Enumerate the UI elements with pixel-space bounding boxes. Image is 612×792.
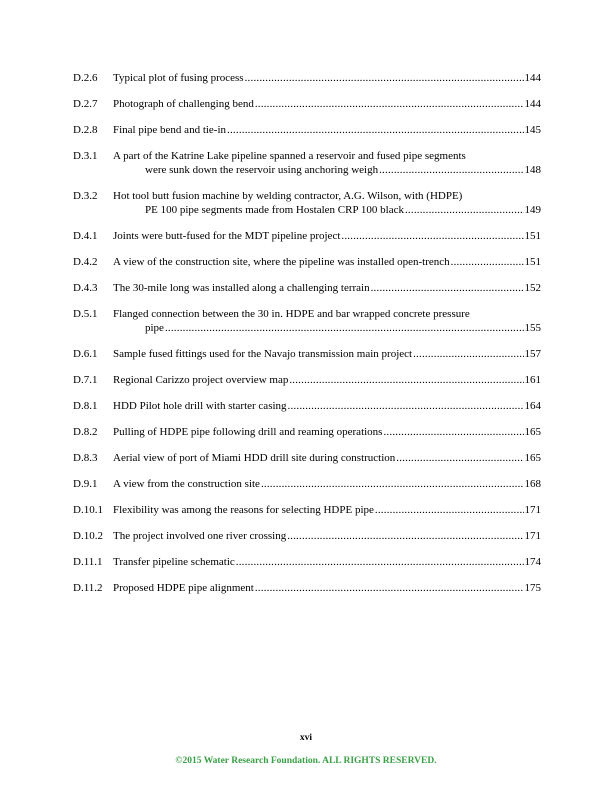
toc-entry[interactable] <box>73 71 541 85</box>
page-ref: 144 <box>524 98 541 110</box>
dot-leader <box>379 163 523 177</box>
toc-entry-body <box>113 71 541 85</box>
toc-entry-line <box>113 71 541 85</box>
toc-entry-body <box>113 373 541 387</box>
toc-entry-body <box>113 347 541 361</box>
page-ref: 161 <box>524 374 541 386</box>
toc-entry-line <box>113 555 541 569</box>
figure-number: D.4.2 <box>73 256 98 268</box>
toc-entry-body <box>113 229 541 243</box>
figure-number: D.7.1 <box>73 374 98 386</box>
figure-caption: Hot tool butt fusion machine by welding contractor, A.G. Wilson, with (HDPE) <box>113 190 463 202</box>
toc-entry-line <box>113 281 541 295</box>
toc-entry-line <box>113 399 541 413</box>
figure-number: D.10.2 <box>73 530 103 542</box>
toc-entry[interactable] <box>73 373 541 387</box>
figure-caption: A part of the Katrine Lake pipeline spanned a reservoir and fused pipe segments <box>113 150 466 162</box>
toc-entry-line <box>113 163 541 177</box>
toc-entry-line <box>113 529 541 543</box>
toc-entry-line <box>113 123 541 137</box>
figure-number: D.8.3 <box>73 452 98 464</box>
toc-entry[interactable] <box>73 97 541 111</box>
figure-number: D.11.1 <box>73 556 103 568</box>
dot-leader <box>396 451 523 465</box>
toc-entry[interactable] <box>73 123 541 137</box>
toc-entry[interactable] <box>73 281 541 295</box>
dot-leader <box>288 399 524 413</box>
toc-entry[interactable] <box>73 503 541 517</box>
page-ref: 168 <box>524 478 541 490</box>
figure-number: D.4.1 <box>73 230 98 242</box>
copyright-notice: ©2015 Water Research Foundation. ALL RIGHTS RESERVED. <box>175 756 437 766</box>
toc-entry-body <box>113 529 541 543</box>
figure-number: D.3.2 <box>73 190 98 202</box>
dot-leader <box>405 203 524 217</box>
page-ref: 171 <box>524 530 541 542</box>
figure-caption: Sample fused fittings used for the Navajo transmission main project <box>113 348 413 360</box>
figure-number: D.5.1 <box>73 308 98 320</box>
page-ref: 165 <box>524 426 541 438</box>
toc-entry-body <box>113 399 541 413</box>
page-ref: 164 <box>524 400 541 412</box>
figure-caption: Regional Carizzo project overview map <box>113 374 289 386</box>
figure-number: D.10.1 <box>73 504 103 516</box>
figure-caption: A view from the construction site <box>113 478 260 490</box>
toc-entry[interactable] <box>73 149 541 177</box>
figure-number: D.8.1 <box>73 400 98 412</box>
dot-leader <box>165 321 524 335</box>
figure-caption: Joints were butt-fused for the MDT pipeline project <box>113 230 341 242</box>
toc-entry-line <box>113 189 541 203</box>
toc-entry[interactable] <box>73 529 541 543</box>
figure-caption: Transfer pipeline schematic <box>113 556 235 568</box>
toc-entry[interactable] <box>73 347 541 361</box>
figure-number: D.2.6 <box>73 72 98 84</box>
page-ref: 157 <box>524 348 541 360</box>
toc-entry[interactable] <box>73 229 541 243</box>
toc-entry-line <box>113 503 541 517</box>
figure-number: D.6.1 <box>73 348 98 360</box>
dot-leader <box>287 529 523 543</box>
toc-entry[interactable] <box>73 189 541 217</box>
figure-caption: A view of the construction site, where the pipeline was installed open-trench <box>113 256 450 268</box>
dot-leader <box>341 229 523 243</box>
figure-number: D.9.1 <box>73 478 98 490</box>
figure-caption: were sunk down the reservoir using anchoring weigh <box>145 164 379 176</box>
dot-leader <box>261 477 524 491</box>
toc-entry-body <box>113 477 541 491</box>
figure-number: D.2.8 <box>73 124 98 136</box>
dot-leader <box>255 581 524 595</box>
figure-number: D.4.3 <box>73 282 98 294</box>
page-ref: 151 <box>524 256 541 268</box>
page-ref: 165 <box>524 452 541 464</box>
toc-entry-body <box>113 149 541 177</box>
toc-entry-line <box>113 451 541 465</box>
figure-number: D.3.1 <box>73 150 98 162</box>
list-of-figures <box>73 71 541 607</box>
figure-caption: Flexibility was among the reasons for selecting HDPE pipe <box>113 504 374 516</box>
figure-caption: Proposed HDPE pipe alignment <box>113 582 254 594</box>
page-ref: 152 <box>524 282 541 294</box>
toc-entry[interactable] <box>73 451 541 465</box>
figure-caption: Pulling of HDPE pipe following drill and reaming operations <box>113 426 383 438</box>
page-ref: 155 <box>524 322 541 334</box>
page-ref: 145 <box>524 124 541 136</box>
page-number: xvi <box>299 733 313 743</box>
figure-number: D.2.7 <box>73 98 98 110</box>
dot-leader <box>451 255 524 269</box>
toc-entry[interactable] <box>73 425 541 439</box>
figure-caption: PE 100 pipe segments made from Hostalen CRP 100 black <box>145 204 404 216</box>
figure-number: D.8.2 <box>73 426 98 438</box>
toc-entry-line <box>113 347 541 361</box>
figure-number: D.11.2 <box>73 582 103 594</box>
toc-entry-line <box>113 255 541 269</box>
toc-entry-line <box>113 581 541 595</box>
page-ref: 151 <box>524 230 541 242</box>
dot-leader <box>236 555 524 569</box>
toc-entry-body <box>113 503 541 517</box>
page-ref: 148 <box>524 164 541 176</box>
toc-entry-body <box>113 581 541 595</box>
toc-entry-line <box>113 229 541 243</box>
toc-entry[interactable] <box>73 581 541 595</box>
page-ref: 171 <box>524 504 541 516</box>
toc-entry[interactable] <box>73 307 541 335</box>
toc-entry-body <box>113 123 541 137</box>
toc-entry-body <box>113 281 541 295</box>
dot-leader <box>227 123 523 137</box>
page-ref: 149 <box>524 204 541 216</box>
figure-caption: Typical plot of fusing process <box>113 72 244 84</box>
toc-entry[interactable] <box>73 555 541 569</box>
toc-entry[interactable] <box>73 477 541 491</box>
page-ref: 144 <box>524 72 541 84</box>
figure-caption: pipe <box>145 322 164 334</box>
toc-entry-line <box>113 373 541 387</box>
dot-leader <box>413 347 523 361</box>
figure-caption: The project involved one river crossing <box>113 530 287 542</box>
toc-entry-line <box>113 477 541 491</box>
figure-caption: Final pipe bend and tie-in <box>113 124 227 136</box>
toc-entry[interactable] <box>73 399 541 413</box>
toc-entry-body <box>113 425 541 439</box>
dot-leader <box>289 373 523 387</box>
toc-entry-line <box>113 321 541 335</box>
figure-caption: HDD Pilot hole drill with starter casing <box>113 400 287 412</box>
toc-entry-body <box>113 255 541 269</box>
figure-caption: The 30-mile long was installed along a challenging terrain <box>113 282 370 294</box>
toc-entry-body <box>113 451 541 465</box>
toc-entry-line <box>113 97 541 111</box>
toc-entry-line <box>113 425 541 439</box>
figure-caption: Photograph of challenging bend <box>113 98 254 110</box>
toc-entry-line <box>113 307 541 321</box>
toc-entry[interactable] <box>73 255 541 269</box>
toc-entry-body <box>113 97 541 111</box>
dot-leader <box>245 71 524 85</box>
dot-leader <box>255 97 524 111</box>
toc-entry-body <box>113 307 541 335</box>
dot-leader <box>371 281 524 295</box>
toc-entry-line <box>113 149 541 163</box>
figure-caption: Flanged connection between the 30 in. HDPE and bar wrapped concrete pressure <box>113 308 470 320</box>
page-ref: 175 <box>524 582 541 594</box>
dot-leader <box>375 503 524 517</box>
toc-entry-body <box>113 189 541 217</box>
toc-entry-line <box>113 203 541 217</box>
dot-leader <box>383 425 523 439</box>
page-ref: 174 <box>524 556 541 568</box>
toc-entry-body <box>113 555 541 569</box>
figure-caption: Aerial view of port of Miami HDD drill site during construction <box>113 452 396 464</box>
